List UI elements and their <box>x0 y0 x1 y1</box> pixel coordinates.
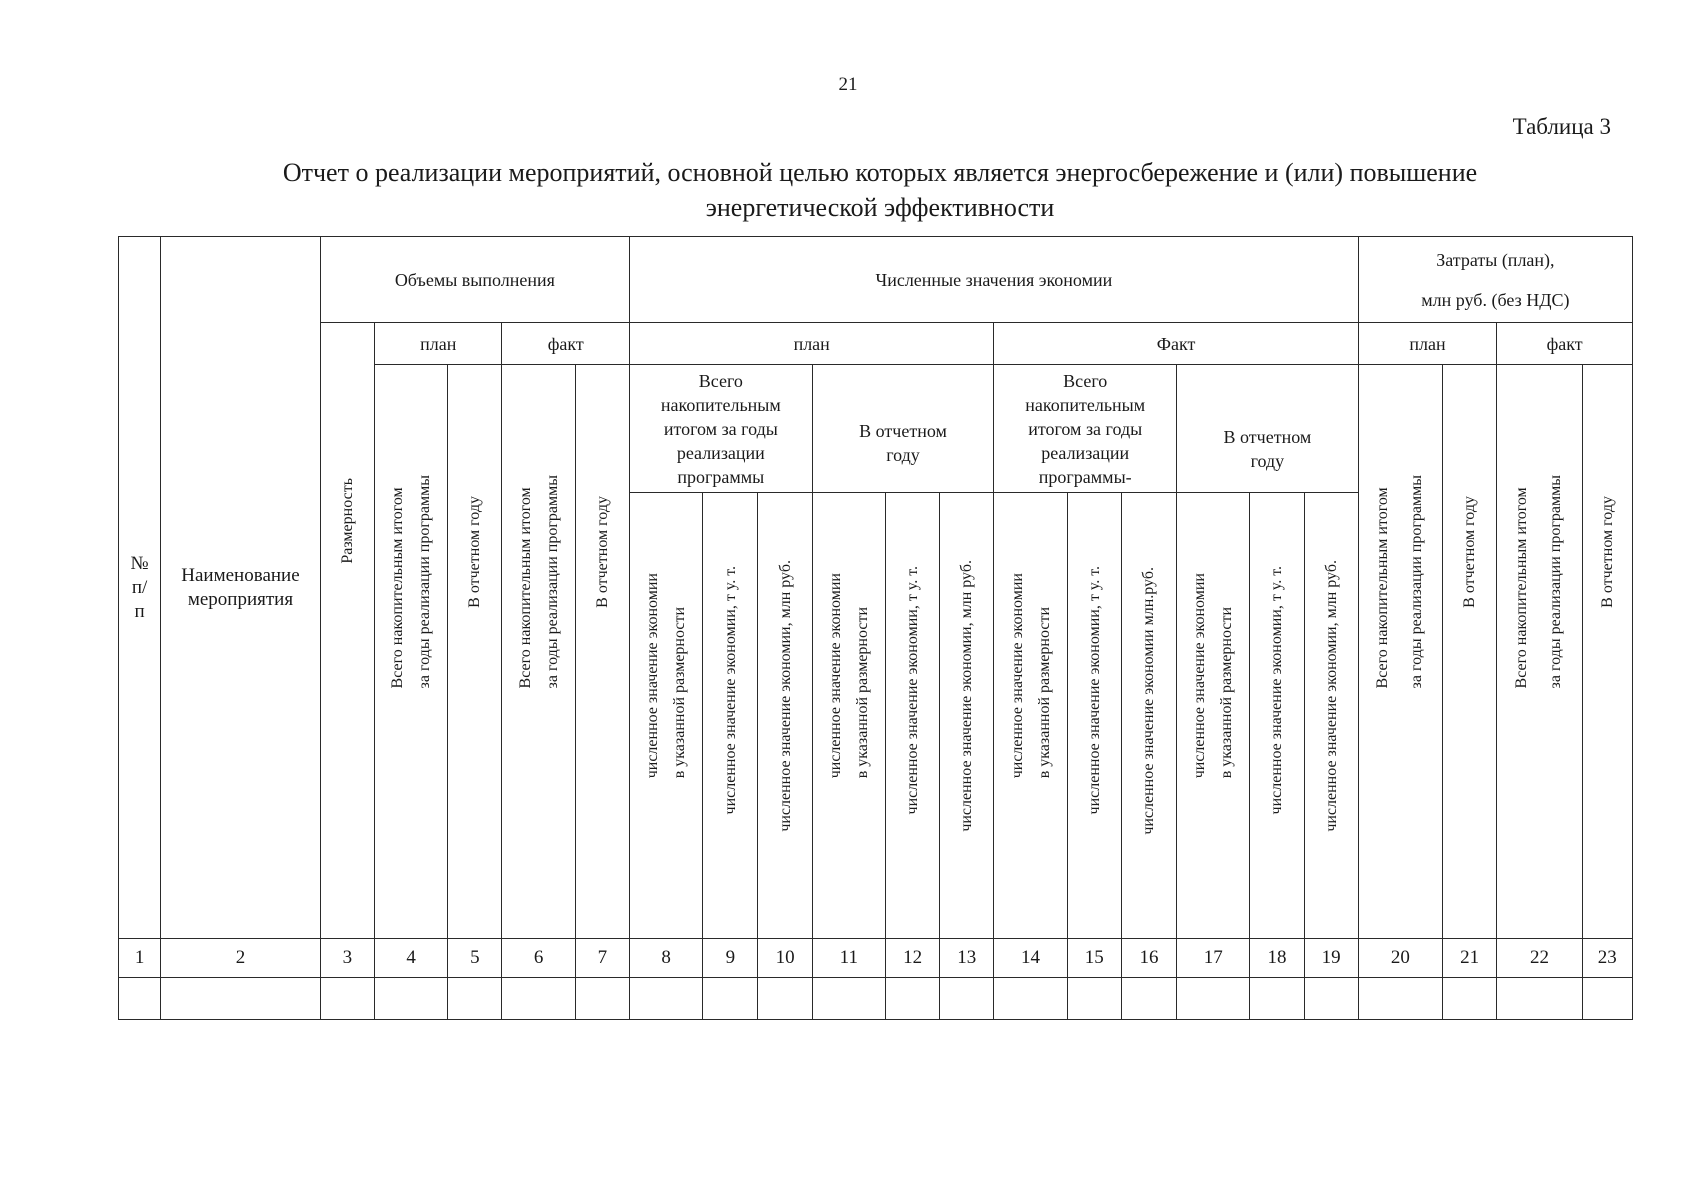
header-col-18-text: численное значение экономии, т у. т. <box>1268 566 1286 815</box>
header-savings-fact-year-line-1: В отчетном <box>1223 426 1312 447</box>
column-number-row <box>119 939 1633 978</box>
header-volumes-fact-total-text <box>512 475 566 688</box>
header-costs-plan: план <box>1358 323 1497 365</box>
header-costs-fact-total-line-2: за годы реализации программы <box>1547 474 1565 689</box>
table-cell <box>1358 978 1442 1020</box>
header-volumes-plan-total-line-1: Всего накопительным итогом <box>389 487 407 689</box>
table-cell <box>994 978 1067 1020</box>
column-number: 20 <box>1358 939 1442 978</box>
table-cell <box>374 978 447 1020</box>
header-costs-fact-year <box>1582 365 1632 939</box>
header-activity-name-line-1: Наименование <box>181 564 300 586</box>
column-number: 11 <box>812 939 885 978</box>
header-row-number-line-3: п <box>134 600 145 622</box>
table-cell <box>812 978 885 1020</box>
column-number: 5 <box>448 939 502 978</box>
header-savings-plan: план <box>630 323 994 365</box>
header-col-14-line-1: численное значение экономии <box>1008 572 1026 779</box>
document-title-line-2: энергетической эффективности <box>705 193 1055 222</box>
header-savings-plan-year-line-1: В отчетном <box>859 420 947 441</box>
header-savings-fact-year-line-2: году <box>1250 450 1285 471</box>
header-costs-fact-year-text: В отчетном году <box>1598 495 1616 608</box>
header-activity-name-line-2: мероприятия <box>187 588 294 610</box>
header-col-11-text <box>822 573 876 778</box>
table-cell <box>703 978 758 1020</box>
header-col-8 <box>630 493 703 939</box>
header-savings-fact-total-line-5: программы- <box>1038 466 1132 487</box>
table-cell <box>1497 978 1582 1020</box>
column-number: 10 <box>758 939 812 978</box>
header-col-18 <box>1250 493 1304 939</box>
column-number: 22 <box>1497 939 1582 978</box>
header-savings-fact-total-line-4: реализации <box>1041 442 1130 463</box>
column-number: 21 <box>1443 939 1497 978</box>
header-volumes-plan: план <box>374 323 501 365</box>
table-cell <box>940 978 994 1020</box>
header-savings: Численные значения экономии <box>630 237 1359 323</box>
table-cell <box>758 978 812 1020</box>
column-number: 16 <box>1121 939 1176 978</box>
column-number: 23 <box>1582 939 1632 978</box>
header-col-16 <box>1121 493 1176 939</box>
page-number: 21 <box>838 74 858 95</box>
header-col-17 <box>1177 493 1250 939</box>
column-number: 6 <box>502 939 575 978</box>
header-col-11 <box>812 493 885 939</box>
column-number: 4 <box>374 939 447 978</box>
header-costs-line-2: млн руб. (без НДС) <box>1421 289 1570 310</box>
header-volumes-fact-year-text: В отчетном году <box>593 495 611 608</box>
header-savings-fact: Факт <box>994 323 1358 365</box>
header-volumes-fact: факт <box>502 323 630 365</box>
header-col-14 <box>994 493 1067 939</box>
header-volumes: Объемы выполнения <box>320 237 629 323</box>
header-savings-fact-total-line-1: Всего <box>1063 370 1108 391</box>
table-cell <box>1443 978 1497 1020</box>
column-number: 13 <box>940 939 994 978</box>
header-col-14-line-2: в указанной размерности <box>1035 606 1053 779</box>
header-savings-fact-total-line-2: накопительным <box>1025 394 1146 415</box>
table-label: Таблица 3 <box>1512 114 1611 139</box>
table-cell <box>1582 978 1632 1020</box>
header-row-number-line-2: п/ <box>131 576 148 598</box>
header-col-15 <box>1067 493 1121 939</box>
table-cell <box>630 978 703 1020</box>
header-col-14-text <box>1004 573 1058 778</box>
header-col-17-line-2: в указанной размерности <box>1218 606 1236 779</box>
column-number: 1 <box>119 939 161 978</box>
column-number: 3 <box>320 939 374 978</box>
column-number: 18 <box>1250 939 1304 978</box>
header-col-8-text <box>639 573 693 778</box>
header-volumes-plan-year <box>448 365 502 939</box>
header-row-number-line-1: № <box>130 552 149 574</box>
header-volumes-fact-year <box>575 365 629 939</box>
header-costs-fact: факт <box>1497 323 1633 365</box>
column-number: 9 <box>703 939 758 978</box>
header-col-9 <box>703 493 758 939</box>
header-costs-plan-total <box>1358 365 1442 939</box>
table-cell <box>1121 978 1176 1020</box>
header-savings-plan-total <box>630 365 813 493</box>
table-cell <box>161 978 321 1020</box>
header-savings-fact-year <box>1177 365 1359 493</box>
header-volumes-plan-total <box>374 365 447 939</box>
header-savings-plan-total-line-4: реализации <box>676 442 765 463</box>
header-volumes-plan-year-text: В отчетном году <box>466 495 484 608</box>
header-col-12-text: численное значение экономии, т у. т. <box>904 566 922 815</box>
header-unit-text: Размерность <box>338 477 356 564</box>
header-costs-line-1: Затраты (план), <box>1436 249 1555 270</box>
table-cell <box>119 978 161 1020</box>
header-col-19-text: численное значение экономии, млн руб. <box>1322 559 1340 832</box>
column-number: 15 <box>1067 939 1121 978</box>
header-savings-plan-total-line-3: итогом за годы <box>663 418 778 439</box>
column-number: 2 <box>161 939 321 978</box>
header-savings-fact-total-line-3: итогом за годы <box>1028 418 1143 439</box>
header-savings-plan-total-line-2: накопительным <box>660 394 781 415</box>
header-volumes-fact-total <box>502 365 575 939</box>
table-cell <box>1250 978 1304 1020</box>
header-volumes-fact-total-line-1: Всего накопительным итогом <box>516 487 534 689</box>
header-col-8-line-2: в указанной размерности <box>671 606 689 779</box>
column-number: 17 <box>1177 939 1250 978</box>
header-savings-plan-total-line-5: программы <box>677 466 765 487</box>
header-col-10-text: численное значение экономии, млн руб. <box>776 559 794 832</box>
document-title-line-1: Отчет о реализации мероприятий, основной целью которых является энергосбережение и (или) повышение <box>282 158 1478 187</box>
header-costs-plan-total-text <box>1366 475 1434 688</box>
header-costs-plan-year-text: В отчетном году <box>1461 495 1479 608</box>
document-title <box>200 155 1560 225</box>
header-costs-plan-total-line-1: Всего накопительным итогом <box>1374 487 1392 689</box>
column-number: 14 <box>994 939 1067 978</box>
header-savings-fact-total <box>994 365 1177 493</box>
column-number: 8 <box>630 939 703 978</box>
table-row <box>119 978 1633 1020</box>
header-col-16-text: численное значение экономии млн.руб. <box>1140 566 1158 835</box>
header-row-number <box>119 237 161 939</box>
header-activity-name <box>161 237 321 939</box>
table-cell <box>1067 978 1121 1020</box>
header-costs-fact-total-text <box>1505 475 1573 688</box>
header-col-10 <box>758 493 812 939</box>
header-col-9-text: численное значение экономии, т у. т. <box>721 566 739 815</box>
header-savings-plan-total-line-1: Всего <box>698 370 743 391</box>
header-col-15-text: численное значение экономии, т у. т. <box>1085 566 1103 815</box>
header-savings-plan-year <box>812 365 994 493</box>
header-col-17-text <box>1186 573 1240 778</box>
table-cell <box>575 978 629 1020</box>
table-cell <box>502 978 575 1020</box>
header-volumes-fact-total-line-2: за годы реализации программы <box>543 474 561 689</box>
table-cell <box>320 978 374 1020</box>
column-number: 7 <box>575 939 629 978</box>
header-volumes-plan-total-text <box>384 475 438 688</box>
report-table <box>118 236 1633 1020</box>
header-costs-fact-total-line-1: Всего накопительным итогом <box>1513 487 1531 689</box>
header-col-12 <box>885 493 939 939</box>
header-unit <box>320 323 374 939</box>
header-costs-plan-total-line-2: за годы реализации программы <box>1408 474 1426 689</box>
header-savings-plan-year-line-2: году <box>886 444 920 465</box>
header-col-13 <box>940 493 994 939</box>
header-col-19 <box>1304 493 1358 939</box>
header-col-13-text: численное значение экономии, млн руб. <box>958 559 976 832</box>
header-col-11-line-1: численное значение экономии <box>826 572 844 779</box>
header-col-8-line-1: численное значение экономии <box>644 572 662 779</box>
header-costs-plan-year <box>1443 365 1497 939</box>
header-costs-fact-total <box>1497 365 1582 939</box>
table-cell <box>1177 978 1250 1020</box>
header-col-17-line-1: численное значение экономии <box>1191 572 1209 779</box>
header-col-11-line-2: в указанной размерности <box>853 606 871 779</box>
header-volumes-plan-total-line-2: за годы реализации программы <box>416 474 434 689</box>
table-cell <box>885 978 939 1020</box>
table-cell <box>1304 978 1358 1020</box>
table-cell <box>448 978 502 1020</box>
column-number: 12 <box>885 939 939 978</box>
column-number: 19 <box>1304 939 1358 978</box>
header-costs <box>1358 237 1632 323</box>
